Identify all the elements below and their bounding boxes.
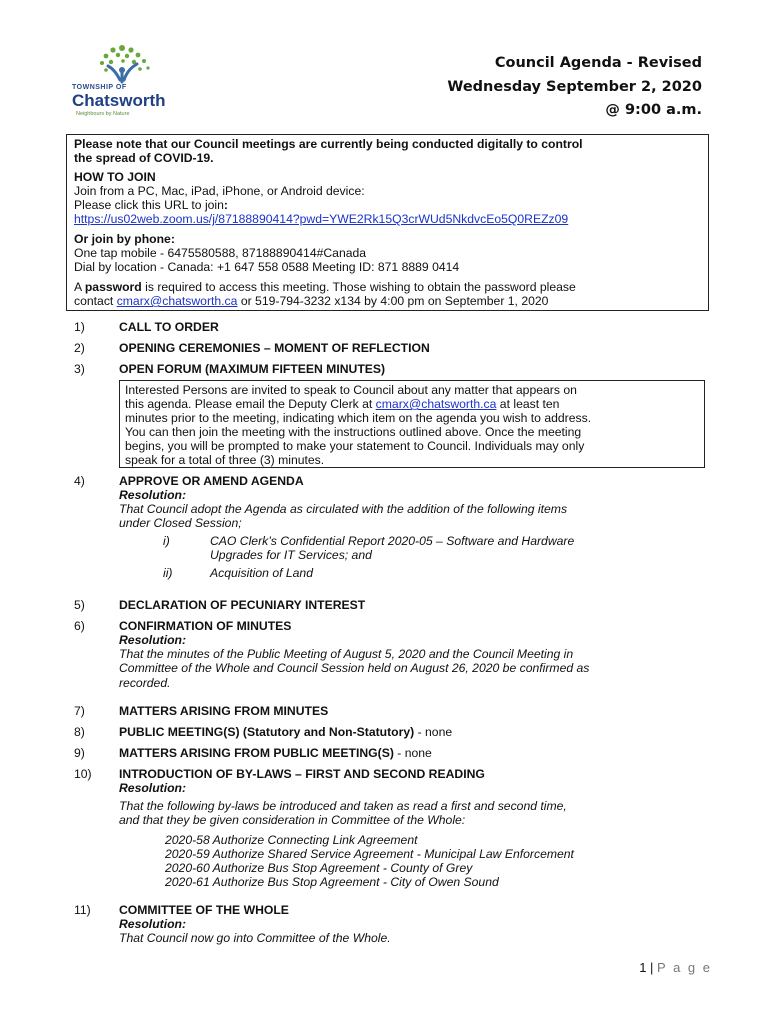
item-7-number: 7) [74,704,85,718]
minutes-resolution-label: Resolution: [119,633,187,647]
agenda-resolution-label: Resolution: [119,488,187,502]
bylaw-2020-59: 2020-59 Authorize Shared Service Agreement - Municipal Law Enforcement [165,847,574,861]
agenda-sub-2-number: ii) [163,566,173,580]
minutes-resolution-line-2: Committee of the Whole and Council Session held on August 26, 2020 be confirmed as [119,661,590,675]
bylaw-2020-60: 2020-60 Authorize Bus Stop Agreement - County of Grey [165,861,473,875]
item-10-heading: INTRODUCTION OF BY-LAWS – FIRST AND SECOND READING [119,767,485,781]
cow-resolution-label: Resolution: [119,917,187,931]
notice-intro-line-1: Please note that our Council meetings are currently being conducted digitally to control [74,137,583,151]
open-forum-line-1: Interested Persons are invited to speak to Council about any matter that appears on [125,383,577,397]
item-10-number: 10) [74,767,92,781]
item-4-heading: APPROVE OR AMEND AGENDA [119,474,304,488]
agenda-sub-1-number: i) [163,534,170,548]
click-url-text: Please click this URL to join: [74,198,228,212]
bylaws-resolution-line-1: That the following by-laws be introduced and taken as read a first and second time, [119,799,567,813]
title-line-1: Council Agenda - Revised [494,55,702,71]
item-3-number: 3) [74,362,85,376]
minutes-resolution-line-3: recorded. [119,676,171,690]
item-6-heading: CONFIRMATION OF MINUTES [119,619,292,633]
item-11-heading: COMMITTEE OF THE WHOLE [119,903,289,917]
open-forum-line-2: this agenda. Please email the Deputy Clerk at cmarx@chatsworth.ca at least ten [125,397,560,411]
open-forum-line-6: speak for a total of three (3) minutes. [125,453,325,467]
join-devices-text: Join from a PC, Mac, iPad, iPhone, or Android device: [74,184,365,198]
phone-line-1: One tap mobile - 6475580588, 87188890414#Canada [74,246,367,260]
item-9-number: 9) [74,746,85,760]
logo-tagline-text: Neighbours by Nature [76,111,130,117]
title-line-2: Wednesday September 2, 2020 [447,79,702,95]
item-5-number: 5) [74,598,85,612]
bylaws-resolution-label: Resolution: [119,781,187,795]
minutes-resolution-line-1: That the minutes of the Public Meeting of August 5, 2020 and the Council Meeting in [119,647,574,661]
item-2-heading: OPENING CEREMONIES – MOMENT OF REFLECTION [119,341,430,355]
item-4-number: 4) [74,474,85,488]
contact-text: contact cmarx@chatsworth.ca or 519-794-3232 x134 by 4:00 pm on September 1, 2020 [74,294,549,308]
item-3-heading: OPEN FORUM (MAXIMUM FIFTEEN MINUTES) [119,362,386,376]
item-1-heading: CALL TO ORDER [119,320,219,334]
agenda-sub-1-line-1: CAO Clerk’s Confidential Report 2020-05 – Software and Hardware [210,534,575,548]
open-forum-line-5: begins, you will be prompted to make your statement to Council. Individuals may only [125,439,585,453]
agenda-resolution-line-1: That Council adopt the Agenda as circulated with the addition of the following items [119,502,568,516]
agenda-sub-2-text: Acquisition of Land [210,566,313,580]
item-6-number: 6) [74,619,85,633]
contact-email-link[interactable]: cmarx@chatsworth.ca [116,294,238,308]
password-text: A password is required to access this meeting. Those wishing to obtain the password please [74,280,576,294]
logo-name-text: Chatsworth [72,91,166,110]
notice-intro-line-2: the spread of COVID-19. [74,151,214,165]
phone-line-2: Dial by location - Canada: +1 647 558 0588 Meeting ID: 871 8889 0414 [74,260,460,274]
page-footer: 1 | P a g e [639,960,712,975]
bylaw-2020-61: 2020-61 Authorize Bus Stop Agreement - City of Owen Sound [165,875,499,889]
item-11-number: 11) [74,903,91,917]
item-8-number: 8) [74,725,85,739]
item-7-heading: MATTERS ARISING FROM MINUTES [119,704,329,718]
open-forum-line-4: You can then join the meeting with the instructions outlined above. Once the meeting [125,425,582,439]
join-by-phone-heading: Or join by phone: [74,232,175,246]
open-forum-line-3: minutes prior to the meeting, indicating which item on the agenda you wish to address. [125,411,592,425]
agenda-sub-1-line-2: Upgrades for IT Services; and [210,548,372,562]
agenda-resolution-line-2: under Closed Session; [119,516,242,530]
how-to-join-heading: HOW TO JOIN [74,170,156,184]
bylaw-2020-58: 2020-58 Authorize Connecting Link Agreement [165,833,418,847]
title-line-3: @ 9:00 a.m. [605,102,702,118]
item-5-heading: DECLARATION OF PECUNIARY INTEREST [119,598,366,612]
bylaws-resolution-line-2: and that they be given consideration in Committee of the Whole: [119,813,466,827]
item-2-number: 2) [74,341,85,355]
cow-resolution-line-1: That Council now go into Committee of the Whole. [119,931,391,945]
item-9-heading: MATTERS ARISING FROM PUBLIC MEETING(S) - none [119,746,432,760]
zoom-url-link[interactable]: https://us02web.zoom.us/j/87188890414?pwd=YWE2Rk15Q3crWUd5NkdvcEo5Q0REZz09 [74,212,569,226]
logo-township-text: TOWNSHIP OF [72,84,127,91]
item-1-number: 1) [74,320,85,334]
open-forum-email-link[interactable]: cmarx@chatsworth.ca [375,397,497,411]
item-8-heading: PUBLIC MEETING(S) (Statutory and Non-Statutory) - none [119,725,453,739]
